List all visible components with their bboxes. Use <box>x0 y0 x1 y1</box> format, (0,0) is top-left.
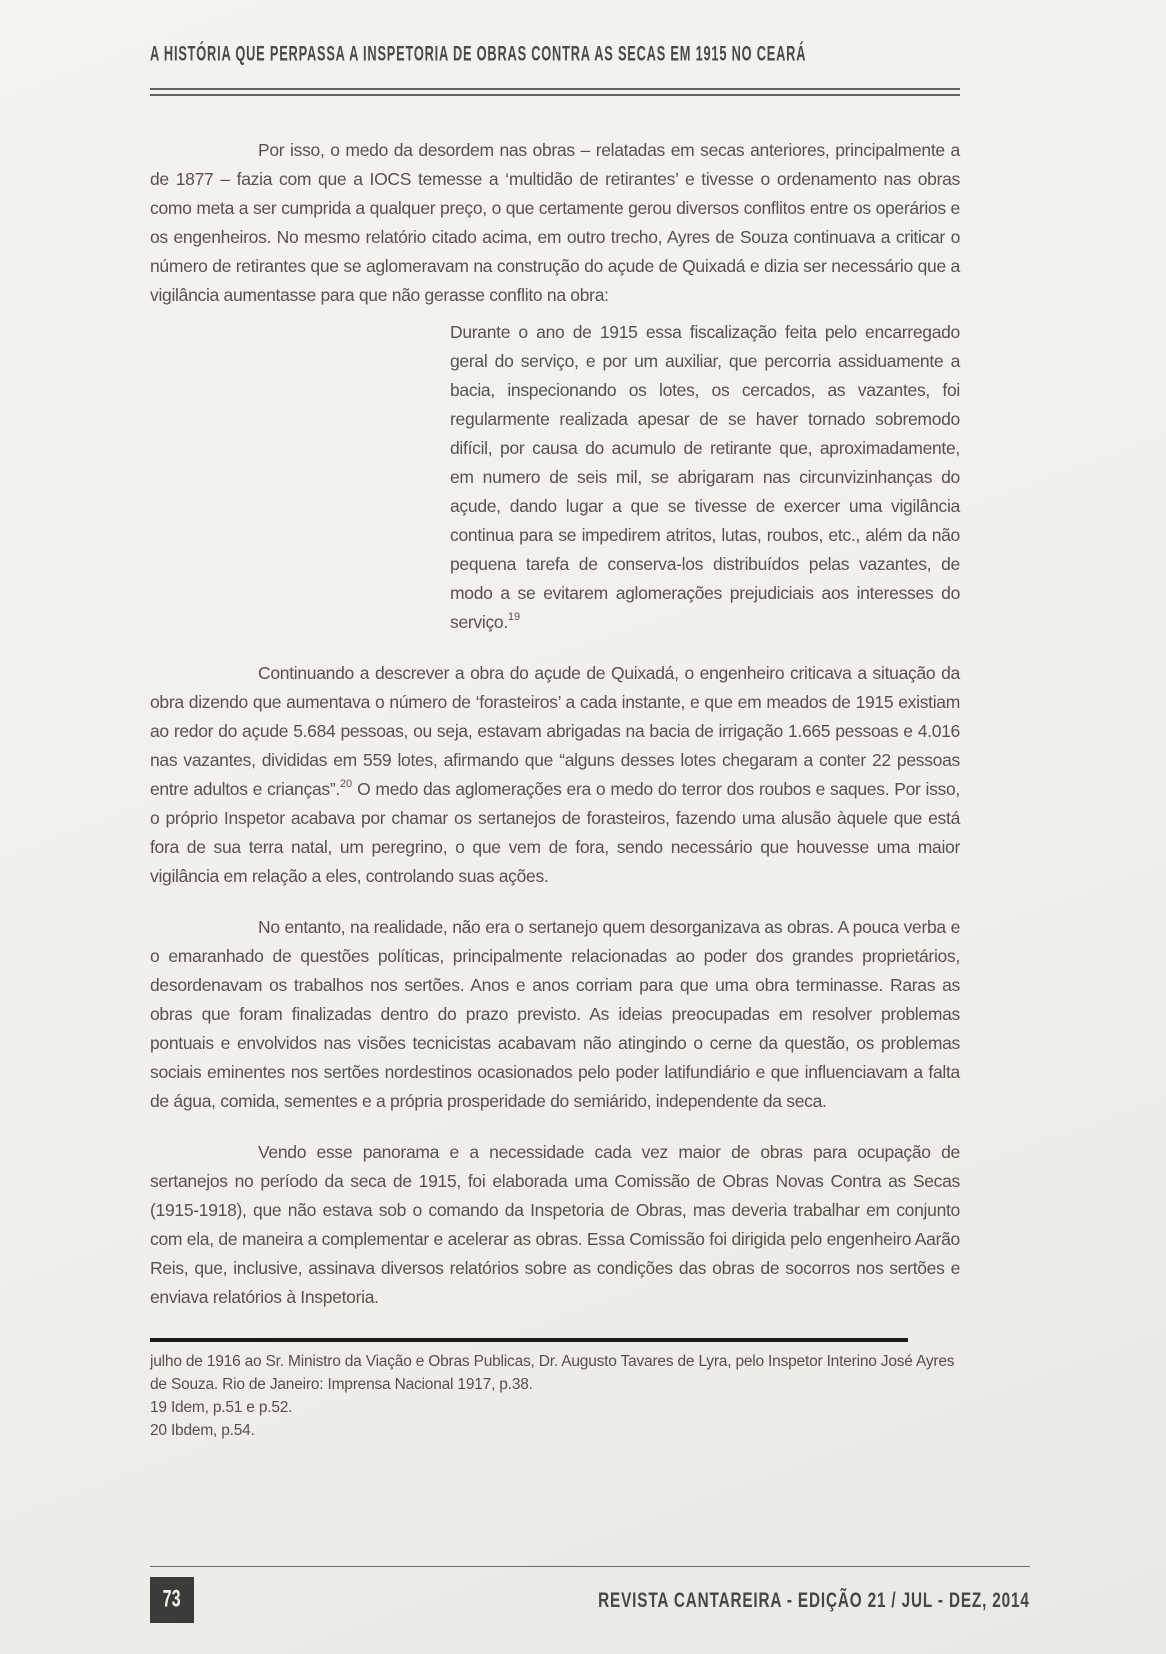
journal-title: REVISTA CANTAREIRA - EDIÇÃO 21 / JUL - DEZ, 2014 <box>598 1588 1030 1612</box>
page-number-badge <box>150 1577 194 1623</box>
footnote-continuation: julho de 1916 ao Sr. Ministro da Viação e Obras Publicas, Dr. Augusto Tavares de Lyra, pelo Inspetor Interino José Ayres de Souza. Rio de Janeiro: Imprensa Nacional 1917, p.38. <box>150 1353 955 1393</box>
page-title: A HISTÓRIA QUE PERPASSA A INSPETORIA DE OBRAS CONTRA AS SECAS EM 1915 NO CEARÁ <box>150 42 807 66</box>
page-number: 73 <box>163 1586 181 1613</box>
header-rule <box>150 88 960 96</box>
paragraph-4: Vendo esse panorama e a necessidade cada vez maior de obras para ocupação de sertanejos no período da seca de 1915, foi elaborada uma Comissão de Obras Novas Contra as Secas (1915-1918), que não estava sob o comando da Inspetoria de Obras, mas deveria trabalhar em conjunto com ela, de maneira a complementar e acelerar as obras. Essa Comissão foi dirigida pelo engenheiro Aarão Reis, que, inclusive, assinava diversos relatórios sobre as condições das obras de socorros nos sertões e enviava relatórios à Inspetoria. <box>150 1142 960 1307</box>
paragraph-2-text-after: O medo das aglomerações era o medo do terror dos roubos e saques. Por isso, o próprio Inspetor acabava por chamar os sertanejos de forasteiros, fazendo uma alusão àquele que está fora de sua terra natal, um peregrino, o que vem de fora, sendo necessário que houvesse uma maior vigilância em relação a eles, controlando suas ações. <box>150 779 960 886</box>
article-body <box>150 136 960 1312</box>
paragraph-2-text: Continuando a descrever a obra do açude de Quixadá, o engenheiro criticava a situação da obra dizendo que aumentava o número de ‘forasteiros’ a cada instante, e que em meados de 1915 existiam ao redor do açude 5.684 pessoas, ou seja, estavam abrigadas na bacia de irrigação 1.665 pessoas e 4.016 nas vazantes, divididas em 559 lotes, afirmando que “alguns desses lotes chegaram a conter 22 pessoas entre adultos e crianças”. <box>150 663 960 799</box>
blockquote-text: Durante o ano de 1915 essa fiscalização feita pelo encarregado geral do serviço, e por um auxiliar, que percorria assiduamente a bacia, inspecionando os lotes, os cercados, as vazantes, foi regularmente realizada apesar de se haver tornado sobremodo difícil, por causa do acumulo de retirante que, aproximadamente, em numero de seis mil, se abrigaram nas circunvizinhanças do açude, dando lugar a que se tivesse de exercer uma vigilância continua para se impedirem atritos, lutas, roubos, etc., além da não pequena tarefa de conserva-los distribuídos pelas vazantes, de modo a se evitarem aglomerações prejudiciais aos interesses do serviço. <box>450 322 960 632</box>
footer-row <box>150 1577 1030 1623</box>
blockquote <box>450 318 960 637</box>
article-header <box>150 42 960 72</box>
footnote-separator <box>150 1338 908 1342</box>
footnote-19: 19 Idem, p.51 e p.52. <box>150 1399 293 1416</box>
footnote-marker-20: 20 <box>339 778 353 790</box>
footnote-marker-19: 19 <box>507 611 521 623</box>
page-content <box>150 0 960 1442</box>
paragraph-3: No entanto, na realidade, não era o sertanejo quem desorganizava as obras. A pouca verba e o emaranhado de questões políticas, principalmente relacionadas ao poder dos grandes proprietários, desordenavam os trabalhos nos sertões. Anos e anos corriam para que uma obra terminasse. Raras as obras que foram finalizadas dentro do prazo previsto. As ideias preocupadas em resolver problemas pontuais e envolvidos nas visões tecnicistas acabavam não atingindo o cerne da questão, os problemas sociais eminentes nos sertões nordestinos ocasionados pelo poder latifundiário e que influenciavam a falta de água, comida, sementes e a própria prosperidade do semiárido, independente da seca. <box>150 917 960 1111</box>
footnote-20: 20 Ibdem, p.54. <box>150 1422 255 1439</box>
page-footer <box>150 1566 1030 1623</box>
paragraph-1: Por isso, o medo da desordem nas obras – relatadas em secas anteriores, principalmente a de 1877 – fazia com que a IOCS temesse a ‘multidão de retirantes’ e tivesse o ordenamento nas obras como meta a ser cumprida a qualquer preço, o que certamente gerou diversos conflitos entre os operários e os engenheiros. No mesmo relatório citado acima, em outro trecho, Ayres de Souza continuava a criticar o número de retirantes que se aglomeravam na construção do açude de Quixadá e dizia ser necessário que a vigilância aumentasse para que não gerasse conflito na obra: <box>150 140 960 305</box>
paragraph-2 <box>150 659 960 891</box>
footer-rule <box>150 1566 1030 1567</box>
footnotes <box>150 1350 960 1442</box>
journal-title-wrap <box>522 1577 1030 1623</box>
